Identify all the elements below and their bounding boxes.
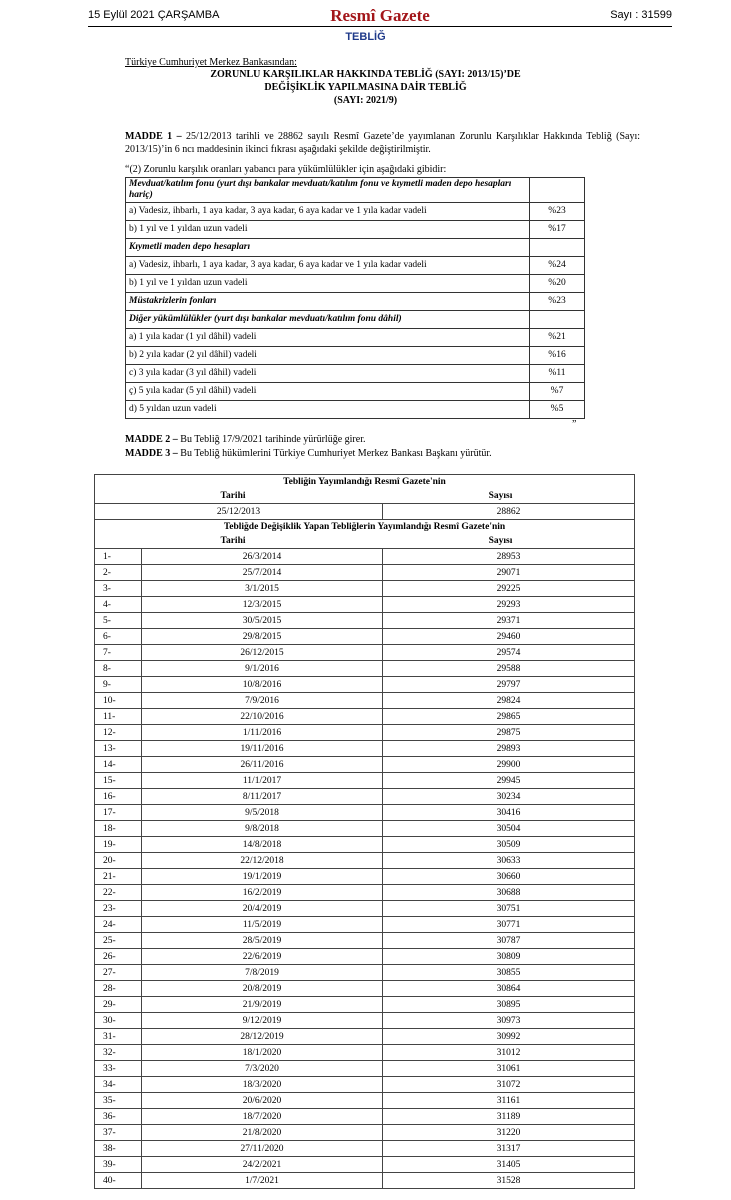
history-row — [95, 741, 635, 757]
history-number: 31528 — [383, 1173, 635, 1189]
history-index: 26- — [95, 949, 142, 965]
history-index: 8- — [95, 661, 142, 677]
history-number: 30771 — [383, 917, 635, 933]
history-number: 29824 — [383, 693, 635, 709]
history-index: 33- — [95, 1061, 142, 1077]
history-number: 29293 — [383, 597, 635, 613]
gazette-brand: Resmî Gazete — [330, 6, 430, 25]
history-col-no: Sayısı — [488, 491, 513, 501]
article-3-text: Bu Tebliğ hükümlerini Türkiye Cumhuriyet Merkez Bankası Başkanı yürütür. — [180, 448, 492, 459]
history-number: 30633 — [383, 853, 635, 869]
rates-label: b) 1 yıl ve 1 yıldan uzun vadeli — [126, 275, 530, 293]
history-date: 7/3/2020 — [142, 1061, 383, 1077]
history-date: 26/3/2014 — [142, 549, 383, 565]
history-index: 40- — [95, 1173, 142, 1189]
rates-row — [126, 221, 585, 239]
history-row — [95, 837, 635, 853]
rates-row — [126, 311, 585, 329]
rates-value: %21 — [530, 329, 585, 347]
history-number: 31405 — [383, 1157, 635, 1173]
history-row — [95, 981, 635, 997]
article-1-text: 25/12/2013 tarihli ve 28862 sayılı Resmî Gazete’de yayımlanan Zorunlu Karşılıklar Hakkında Tebliğ (Sayı: 2013/15)’in 6 ncı maddesinin ikinci fıkrası aşağıdaki şekilde değiştirilmiştir. — [125, 131, 640, 155]
history-date: 22/6/2019 — [142, 949, 383, 965]
history-amend-title-text: Tebliğde Değişiklik Yapan Tebliğlerin Yayımlandığı Resmî Gazete'nin — [223, 522, 506, 532]
history-amend-col-date: Tarihi — [220, 536, 246, 546]
rates-label: d) 5 yıldan uzun vadeli — [126, 401, 530, 419]
history-date: 18/3/2020 — [142, 1077, 383, 1093]
history-row — [95, 693, 635, 709]
history-row — [95, 709, 635, 725]
history-number: 28953 — [383, 549, 635, 565]
history-index: 29- — [95, 997, 142, 1013]
history-row — [95, 1013, 635, 1029]
history-number: 30688 — [383, 885, 635, 901]
rates-label: a) Vadesiz, ihbarlı, 1 aya kadar, 3 aya kadar, 6 aya kadar ve 1 yıla kadar vadeli — [126, 257, 530, 275]
history-row — [95, 1157, 635, 1173]
history-date: 24/2/2021 — [142, 1157, 383, 1173]
history-index: 23- — [95, 901, 142, 917]
history-index: 36- — [95, 1109, 142, 1125]
rates-label: Müstakrizlerin fonları — [126, 293, 530, 311]
rates-value: %7 — [530, 383, 585, 401]
history-date: 9/5/2018 — [142, 805, 383, 821]
history-index: 13- — [95, 741, 142, 757]
article-3 — [125, 447, 492, 460]
history-row — [95, 677, 635, 693]
history-index: 37- — [95, 1125, 142, 1141]
rates-row — [126, 203, 585, 221]
history-index: 39- — [95, 1157, 142, 1173]
history-index: 38- — [95, 1141, 142, 1157]
history-row — [95, 1141, 635, 1157]
history-row — [95, 853, 635, 869]
history-number: 31317 — [383, 1141, 635, 1157]
rates-label: a) 1 yıla kadar (1 yıl dâhil) vadeli — [126, 329, 530, 347]
history-date: 21/9/2019 — [142, 997, 383, 1013]
history-row — [95, 645, 635, 661]
rates-row — [126, 401, 585, 419]
rates-row — [126, 293, 585, 311]
history-date: 26/11/2016 — [142, 757, 383, 773]
rates-row — [126, 178, 585, 203]
history-row — [95, 1061, 635, 1077]
title-line: ZORUNLU KARŞILIKLAR HAKKINDA TEBLİĞ (SAYI: 2013/15)’DE — [210, 69, 521, 80]
history-number: 29574 — [383, 645, 635, 661]
rates-value: %23 — [530, 293, 585, 311]
history-number: 31061 — [383, 1061, 635, 1077]
history-row — [95, 901, 635, 917]
history-number: 30992 — [383, 1029, 635, 1045]
history-row — [95, 1109, 635, 1125]
history-amend-title-row — [95, 520, 635, 549]
history-row — [95, 613, 635, 629]
history-row — [95, 869, 635, 885]
history-row — [95, 1029, 635, 1045]
rates-label: b) 1 yıl ve 1 yıldan uzun vadeli — [126, 221, 530, 239]
history-index: 16- — [95, 789, 142, 805]
rates-value: %11 — [530, 365, 585, 383]
history-index: 1- — [95, 549, 142, 565]
article-1-subparagraph: “(2) Zorunlu karşılık oranları yabancı para yükümlülükler için aşağıdaki gibidir: — [125, 164, 447, 175]
history-index: 7- — [95, 645, 142, 661]
history-index: 19- — [95, 837, 142, 853]
history-number: 31220 — [383, 1125, 635, 1141]
history-number: 31012 — [383, 1045, 635, 1061]
history-date: 7/8/2019 — [142, 965, 383, 981]
rates-value — [530, 239, 585, 257]
history-number: 30895 — [383, 997, 635, 1013]
history-number: 30234 — [383, 789, 635, 805]
rates-value: %24 — [530, 257, 585, 275]
rates-label: c) 3 yıla kadar (3 yıl dâhil) vadeli — [126, 365, 530, 383]
history-number: 30864 — [383, 981, 635, 997]
history-date: 3/1/2015 — [142, 581, 383, 597]
history-date: 30/5/2015 — [142, 613, 383, 629]
history-index: 24- — [95, 917, 142, 933]
header-issue: Sayı : 31599 — [610, 9, 672, 21]
rates-value: %20 — [530, 275, 585, 293]
history-row — [95, 565, 635, 581]
rates-row — [126, 275, 585, 293]
history-date: 26/12/2015 — [142, 645, 383, 661]
history-index: 32- — [95, 1045, 142, 1061]
history-date: 25/7/2014 — [142, 565, 383, 581]
history-index: 10- — [95, 693, 142, 709]
history-date: 7/9/2016 — [142, 693, 383, 709]
header-date: 15 Eylül 2021 ÇARŞAMBA — [88, 9, 220, 21]
history-row — [95, 597, 635, 613]
history-row — [95, 661, 635, 677]
amendment-history-table — [94, 474, 635, 1189]
history-row — [95, 821, 635, 837]
history-index: 25- — [95, 933, 142, 949]
article-2-text: Bu Tebliğ 17/9/2021 tarihinde yürürlüğe girer. — [180, 434, 366, 445]
history-row — [95, 1125, 635, 1141]
rates-value: %5 — [530, 401, 585, 419]
article-3-label: MADDE 3 – — [125, 448, 178, 459]
rates-value — [530, 178, 585, 203]
document-title — [0, 68, 731, 107]
history-title-text: Tebliğin Yayımlandığı Resmî Gazete'nin — [283, 477, 446, 487]
history-date: 1/7/2021 — [142, 1173, 383, 1189]
rates-row — [126, 347, 585, 365]
history-number: 30855 — [383, 965, 635, 981]
history-date: 20/6/2020 — [142, 1093, 383, 1109]
history-row — [95, 1173, 635, 1189]
history-date: 21/8/2020 — [142, 1125, 383, 1141]
history-number: 29945 — [383, 773, 635, 789]
history-date: 8/11/2017 — [142, 789, 383, 805]
history-number: 29893 — [383, 741, 635, 757]
history-amend-title — [95, 520, 635, 549]
history-number: 29900 — [383, 757, 635, 773]
rates-value: %16 — [530, 347, 585, 365]
history-number: 29875 — [383, 725, 635, 741]
history-number: 31161 — [383, 1093, 635, 1109]
quote-end: ” — [572, 419, 577, 430]
history-index: 3- — [95, 581, 142, 597]
history-date: 19/1/2019 — [142, 869, 383, 885]
history-row — [95, 1045, 635, 1061]
rates-value — [530, 311, 585, 329]
history-index: 14- — [95, 757, 142, 773]
history-date: 16/2/2019 — [142, 885, 383, 901]
history-row — [95, 885, 635, 901]
history-date: 9/12/2019 — [142, 1013, 383, 1029]
history-number: 29460 — [383, 629, 635, 645]
rates-label: Mevduat/katılım fonu (yurt dışı bankalar mevduatı/katılım fonu ve kıymetli maden depo hesapları hariç) — [126, 178, 530, 203]
article-1-label: MADDE 1 – — [125, 131, 182, 142]
history-amend-col-no: Sayısı — [488, 536, 513, 546]
history-date: 11/1/2017 — [142, 773, 383, 789]
history-number: 31189 — [383, 1109, 635, 1125]
rates-value: %17 — [530, 221, 585, 239]
history-original-row — [95, 504, 635, 520]
history-index: 31- — [95, 1029, 142, 1045]
history-date: 22/10/2016 — [142, 709, 383, 725]
history-row — [95, 997, 635, 1013]
history-number: 29071 — [383, 565, 635, 581]
history-date: 22/12/2018 — [142, 853, 383, 869]
rates-label: Kıymetli maden depo hesapları — [126, 239, 530, 257]
history-date: 9/1/2016 — [142, 661, 383, 677]
history-col-date: Tarihi — [220, 491, 246, 501]
history-index: 35- — [95, 1093, 142, 1109]
history-index: 5- — [95, 613, 142, 629]
history-index: 28- — [95, 981, 142, 997]
history-title-row — [95, 475, 635, 504]
history-number: 30751 — [383, 901, 635, 917]
history-date: 29/8/2015 — [142, 629, 383, 645]
history-row — [95, 1093, 635, 1109]
title-line: DEĞİŞİKLİK YAPILMASINA DAİR TEBLİĞ — [264, 82, 467, 93]
rates-label: a) Vadesiz, ihbarlı, 1 aya kadar, 3 aya kadar, 6 aya kadar ve 1 yıla kadar vadeli — [126, 203, 530, 221]
rates-value: %23 — [530, 203, 585, 221]
history-row — [95, 965, 635, 981]
rates-label: ç) 5 yıla kadar (5 yıl dâhil) vadeli — [126, 383, 530, 401]
history-index: 6- — [95, 629, 142, 645]
reserve-rates-table — [125, 177, 585, 419]
history-index: 9- — [95, 677, 142, 693]
history-date: 19/11/2016 — [142, 741, 383, 757]
history-index: 2- — [95, 565, 142, 581]
article-1 — [125, 130, 640, 156]
rates-row — [126, 365, 585, 383]
title-line: (SAYI: 2021/9) — [333, 95, 398, 106]
history-date: 12/3/2015 — [142, 597, 383, 613]
history-row — [95, 789, 635, 805]
rates-row — [126, 329, 585, 347]
history-row — [95, 725, 635, 741]
issuer: Türkiye Cumhuriyet Merkez Bankasından: — [125, 57, 297, 68]
history-number: 30416 — [383, 805, 635, 821]
history-number: 30809 — [383, 949, 635, 965]
page-header — [88, 6, 672, 26]
header-divider — [88, 26, 672, 27]
history-number: 30973 — [383, 1013, 635, 1029]
history-date: 20/4/2019 — [142, 901, 383, 917]
history-row — [95, 1077, 635, 1093]
history-row — [95, 629, 635, 645]
article-2-label: MADDE 2 – — [125, 434, 178, 445]
history-date: 20/8/2019 — [142, 981, 383, 997]
history-index: 4- — [95, 597, 142, 613]
history-row — [95, 949, 635, 965]
history-number: 29797 — [383, 677, 635, 693]
history-date: 27/11/2020 — [142, 1141, 383, 1157]
original-date: 25/12/2013 — [95, 504, 383, 520]
history-number: 29225 — [383, 581, 635, 597]
history-number: 30787 — [383, 933, 635, 949]
history-date: 1/11/2016 — [142, 725, 383, 741]
history-row — [95, 773, 635, 789]
history-number: 30509 — [383, 837, 635, 853]
history-row — [95, 581, 635, 597]
history-title — [95, 475, 635, 504]
history-number: 29865 — [383, 709, 635, 725]
history-number: 29588 — [383, 661, 635, 677]
section-title: TEBLİĞ — [345, 31, 386, 43]
rates-row — [126, 257, 585, 275]
history-number: 29371 — [383, 613, 635, 629]
history-row — [95, 917, 635, 933]
history-index: 11- — [95, 709, 142, 725]
rates-row — [126, 383, 585, 401]
history-date: 28/5/2019 — [142, 933, 383, 949]
history-row — [95, 933, 635, 949]
history-index: 21- — [95, 869, 142, 885]
history-index: 18- — [95, 821, 142, 837]
rates-row — [126, 239, 585, 257]
history-date: 9/8/2018 — [142, 821, 383, 837]
history-date: 18/7/2020 — [142, 1109, 383, 1125]
rates-label: Diğer yükümlülükler (yurt dışı bankalar mevduatı/katılım fonu dâhil) — [126, 311, 530, 329]
history-index: 22- — [95, 885, 142, 901]
history-date: 28/12/2019 — [142, 1029, 383, 1045]
history-date: 18/1/2020 — [142, 1045, 383, 1061]
history-index: 17- — [95, 805, 142, 821]
history-number: 31072 — [383, 1077, 635, 1093]
history-index: 34- — [95, 1077, 142, 1093]
history-index: 27- — [95, 965, 142, 981]
history-index: 20- — [95, 853, 142, 869]
history-date: 11/5/2019 — [142, 917, 383, 933]
history-number: 30504 — [383, 821, 635, 837]
history-row — [95, 805, 635, 821]
original-number: 28862 — [383, 504, 635, 520]
history-row — [95, 757, 635, 773]
rates-label: b) 2 yıla kadar (2 yıl dâhil) vadeli — [126, 347, 530, 365]
history-index: 12- — [95, 725, 142, 741]
history-date: 14/8/2018 — [142, 837, 383, 853]
history-row — [95, 549, 635, 565]
history-index: 30- — [95, 1013, 142, 1029]
article-2 — [125, 433, 365, 446]
history-number: 30660 — [383, 869, 635, 885]
history-date: 10/8/2016 — [142, 677, 383, 693]
history-index: 15- — [95, 773, 142, 789]
